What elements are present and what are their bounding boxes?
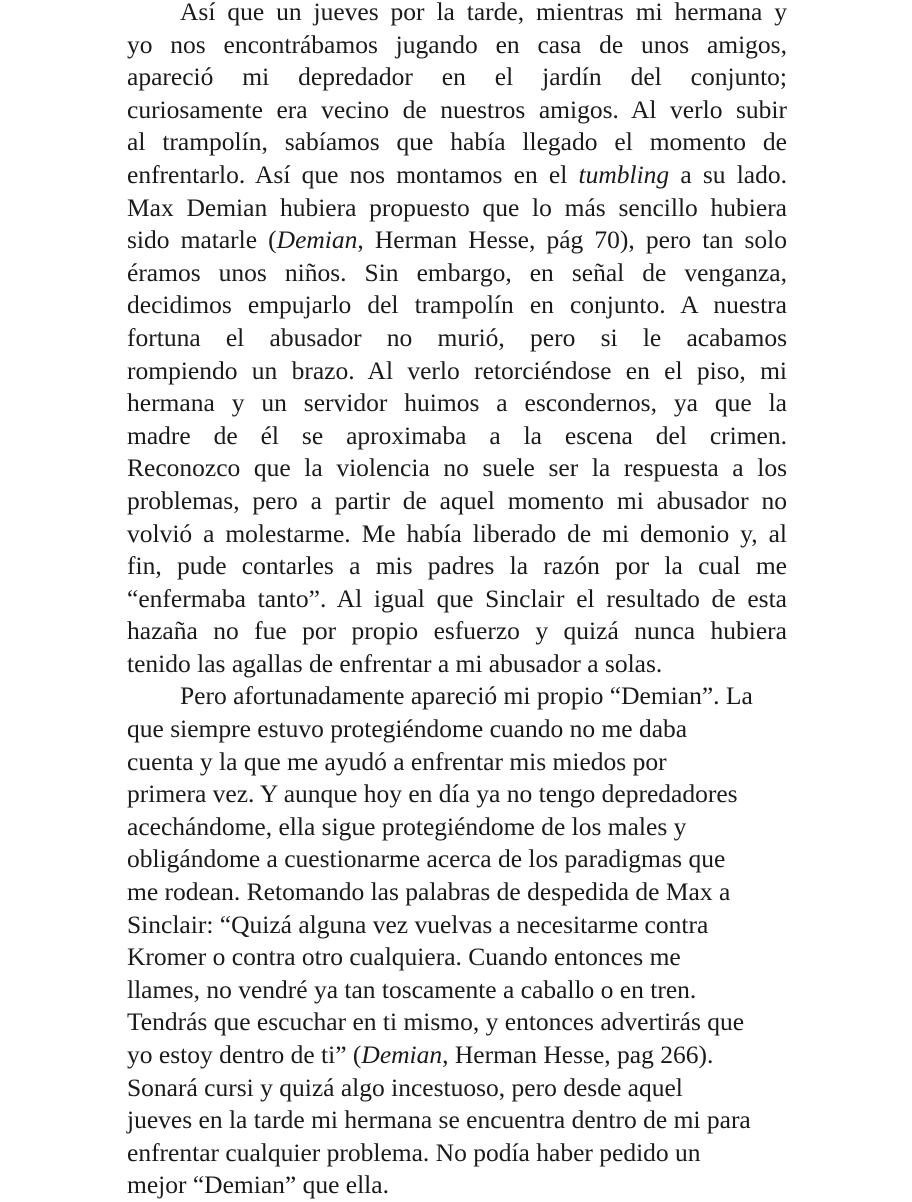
text-line: fin, pude contarles a mis padres la razón por la cual me: [127, 551, 787, 581]
text-line: Pero afortunadamente apareció mi propio “Demian”. La: [180, 681, 753, 711]
paragraph-2: [127, 680, 787, 1202]
text-line: Max Demian hubiera propuesto que lo más sencillo hubiera: [127, 192, 787, 222]
italic-term: tumbling: [578, 159, 670, 189]
text-line: que siempre estuvo protegiéndome cuando no me daba: [127, 714, 688, 744]
text-line: Sonará cursi y quizá algo incestuoso, pero desde aquel: [127, 1072, 683, 1102]
text-line: tenido las agallas de enfrentar a mi abusador a solas.: [127, 648, 663, 678]
text-line: al trampolín, sabíamos que había llegado el momento de: [127, 127, 787, 157]
text-line: problemas, pero a partir de aquel momento mi abusador no: [127, 485, 787, 515]
text-line: hazaña no fue por propio esfuerzo y quizá nunca hubiera: [127, 616, 787, 646]
text-line: yo nos encontrábamos jugando en casa de unos amigos,: [127, 29, 787, 59]
text-segment: , Herman Hesse, pag 266).: [442, 1040, 714, 1069]
text-line: Sinclair: “Quizá alguna vez vuelvas a necesitarme contra: [127, 909, 709, 939]
text-line: [127, 159, 787, 192]
text-line: volvió a molestarme. Me había liberado de mi demonio y, al: [127, 518, 787, 548]
text-line: [127, 1039, 787, 1072]
text-line: me rodean. Retomando las palabras de despedida de Max a: [127, 877, 731, 907]
document-page: [127, 0, 787, 1202]
text-line: “enfermaba tanto”. Al igual que Sinclair el resultado de esta: [127, 583, 787, 613]
text-line: apareció mi depredador en el jardín del conjunto;: [127, 62, 787, 92]
text-line: Tendrás que escuchar en ti mismo, y entonces advertirás que: [127, 1007, 745, 1037]
text-line: mejor “Demian” que ella.: [127, 1170, 389, 1200]
text-line: Así que un jueves por la tarde, mientras mi hermana y: [180, 0, 787, 26]
text-line: jueves en la tarde mi hermana se encuentra dentro de mi para: [127, 1105, 751, 1135]
text-line: éramos unos niños. Sin embargo, en señal de venganza,: [127, 257, 787, 287]
text-line: Kromer o contra otro cualquiera. Cuando entonces me: [127, 942, 681, 972]
text-line: hermana y un servidor huimos a escondernos, ya que la: [127, 388, 787, 418]
text-segment: sido matarle (: [127, 225, 277, 255]
text-line: fortuna el abusador no murió, pero si le acabamos: [127, 322, 787, 352]
text-line: Reconozco que la violencia no suele ser la respuesta a los: [127, 453, 787, 483]
text-line: cuenta y la que me ayudó a enfrentar mis miedos por: [127, 746, 667, 776]
italic-book-title: Demian: [276, 225, 358, 255]
text-line: curiosamente era vecino de nuestros amigos. Al verlo subir: [127, 94, 787, 124]
text-segment: a su lado.: [669, 159, 787, 189]
text-segment: yo estoy dentro de ti” (: [127, 1040, 362, 1069]
text-line: madre de él se aproximaba a la escena del crimen.: [127, 420, 787, 450]
text-line: obligándome a cuestionarme acerca de los paradigmas que: [127, 844, 726, 874]
text-line: enfrentar cualquier problema. No podía haber pedido un: [127, 1137, 701, 1167]
paragraph-1: [127, 0, 787, 680]
text-line: acechándome, ella sigue protegiéndome de los males y: [127, 811, 687, 841]
text-segment: enfrentarlo. Así que nos montamos en el: [127, 159, 579, 189]
text-segment: , Herman Hesse, pág 70), pero tan solo: [357, 225, 788, 255]
text-line: rompiendo un brazo. Al verlo retorciéndose en el piso, mi: [127, 355, 787, 385]
text-line: llames, no vendré ya tan toscamente a caballo o en tren.: [127, 974, 697, 1004]
text-line: [127, 224, 787, 257]
text-line: decidimos empujarlo del trampolín en conjunto. A nuestra: [127, 290, 787, 320]
text-line: primera vez. Y aunque hoy en día ya no tengo depredadores: [127, 779, 738, 809]
italic-book-title: Demian: [361, 1040, 443, 1069]
